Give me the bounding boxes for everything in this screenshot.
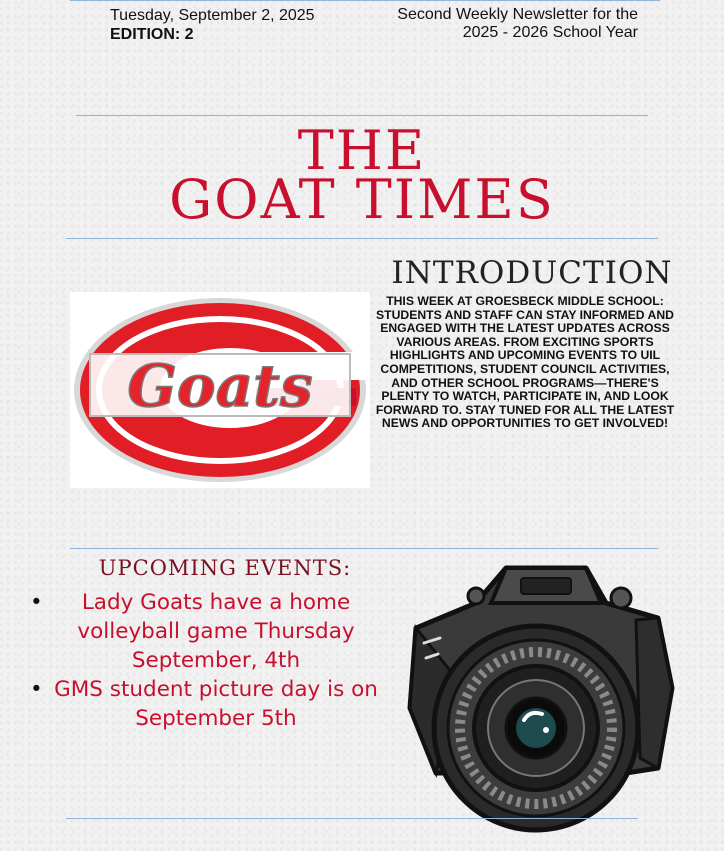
event-item (30, 588, 380, 675)
camera-illustration (396, 558, 676, 846)
issue-date: Tuesday, September 2, 2025 (110, 7, 315, 24)
event-item-text: Lady Goats have a home volleyball game Thursday September, 4th (77, 590, 355, 673)
footer-divider (66, 818, 638, 819)
subtitle-line-1: Second Weekly Newsletter for the (397, 6, 638, 23)
event-item-text: GMS student picture day is on September 5th (54, 677, 378, 731)
introduction-heading: INTRODUCTION (391, 255, 673, 291)
newsletter-subtitle (338, 6, 638, 42)
header-divider (76, 115, 648, 116)
section-divider (70, 548, 658, 549)
goats-logo (70, 292, 370, 488)
camera-icon (396, 558, 676, 846)
events-heading: UPCOMING EVENTS: (98, 556, 352, 580)
goats-logo-graphic (70, 292, 370, 488)
bullet-icon: • (30, 590, 43, 615)
logo-text: Goats (127, 352, 313, 420)
masthead-line-1: THE (297, 119, 427, 182)
bullet-icon: • (30, 677, 43, 702)
edition-label: EDITION: 2 (110, 26, 194, 43)
top-divider (70, 0, 660, 1)
event-item (30, 675, 380, 733)
events-list (30, 588, 380, 733)
subtitle-line-2: 2025 - 2026 School Year (462, 24, 638, 41)
masthead-divider (66, 238, 658, 239)
introduction-body: THIS WEEK AT GROESBECK MIDDLE SCHOOL: STUDENTS AND STAFF CAN STAY INFORMED AND ENGAGED WITH THE LATEST UPDATES ACROSS VARIOUS AREAS. FROM EXCITING SPORTS HIGHLIGHTS AND UPCOMING EVENTS TO UIL COMPETITIONS, STUDENT COUNCIL ACTIVITIES, AND OTHER SCHOOL PROGRAMS—THERE'S PLENTY TO WATCH, PARTICIPATE IN, AND LOOK FORWARD TO. STAY TUNED FOR ALL THE LATEST NEWS AND OPPORTUNITIES TO GET INVOLVED! (375, 294, 675, 431)
masthead-line-2: GOAT TIMES (169, 168, 555, 231)
